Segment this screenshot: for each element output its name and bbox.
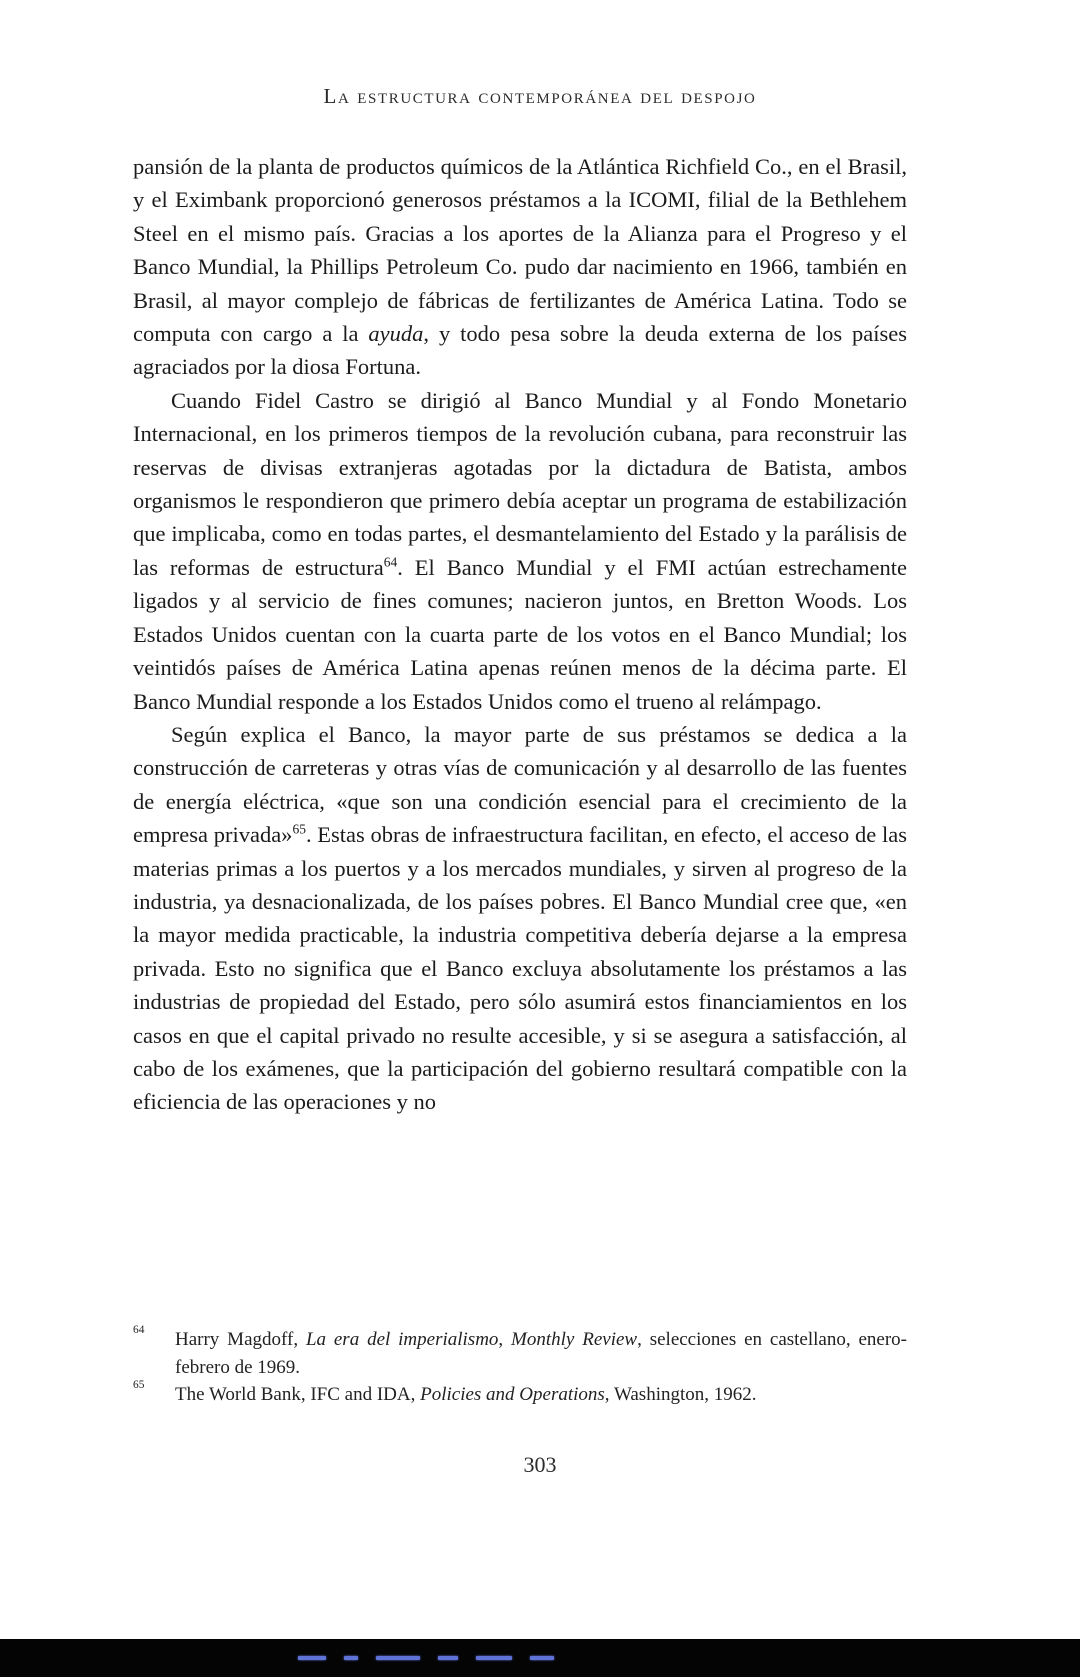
- footnote-text: The World Bank, IFC and IDA, Policies and Operations, Washington, 1962.: [175, 1384, 757, 1405]
- footnote: [133, 1381, 907, 1409]
- paragraph: Según explica el Banco, la mayor parte de sus préstamos se dedica a la construcción de carreteras y otras vías de comunicación y al desarrollo de las fuentes de energía eléctrica, «que son una condición esencial para el crecimiento de la empresa privada»$^{65}$. Estas obras de infraestructura facilitan, en efecto, el acceso de las materias primas a los puertos y a los mercados mundiales, y sirven al progreso de la industria, ya desnacionalizada, de los países pobres. El Banco Mundial cree que, «en la mayor medida practicable, la industria competitiva debería dejarse a la empresa privada. Esto no significa que el Banco excluya absolutamente los préstamos a las industrias de propiedad del Estado, pero sólo asumirá estos financiamientos en los casos en que el capital privado no resulte accesible, y si se asegura a satisfacción, al cabo de los exámenes, que la participación del gobierno resultará compatible con la eficiencia de las operaciones y no: [133, 721, 907, 1115]
- paragraph: Cuando Fidel Castro se dirigió al Banco Mundial y al Fondo Monetario Internacional, en los primeros tiempos de la revolución cubana, para reconstruir las reservas de divisas extranjeras agotadas por la dictadura de Batista, ambos organismos le respondieron que primero debía aceptar un programa de estabilización que implicaba, como en todas partes, el desmantelamiento del Estado y la parálisis de las reformas de estructura$^{64}$. El Banco Mundial y el FMI actúan estrechamente ligados y al servicio de fines comunes; nacieron juntos, en Bretton Woods. Los Estados Unidos cuentan con la cuarta parte de los votos en el Banco Mundial; los veintidós países de América Latina apenas reúnen menos de la décima parte. El Banco Mundial responde a los Estados Unidos como el trueno al relámpago.: [133, 387, 907, 714]
- footnote-text: Harry Magdoff, La era del imperialismo, Monthly Review, selecciones en castellano, enero-febrero de 1969.: [175, 1329, 907, 1378]
- footnote: [133, 1326, 907, 1381]
- scan-artifact-mark: [344, 1656, 358, 1660]
- page-number: 303: [523, 1452, 557, 1477]
- scan-artifact-mark: [438, 1656, 458, 1660]
- footnote-marker: 65: [133, 1379, 145, 1391]
- scan-artifact-mark: [476, 1656, 512, 1660]
- scan-artifact-mark: [376, 1656, 420, 1660]
- footnotes-block: [133, 1326, 907, 1409]
- running-header: La estructura contemporánea del despojo: [323, 84, 757, 108]
- bottom-scan-bar: [0, 1639, 1080, 1677]
- footnote-marker: 64: [133, 1324, 145, 1336]
- scan-artifact-mark: [298, 1656, 326, 1660]
- paragraph: pansión de la planta de productos químicos de la Atlántica Richfield Co., en el Brasil, y el Eximbank proporcionó generosos préstamos a la ICOMI, filial de la Bethlehem Steel en el mismo país. Gracias a los aportes de la Alianza para el Progreso y el Banco Mundial, la Phillips Petroleum Co. pudo dar nacimiento en 1966, también en Brasil, al mayor complejo de fábricas de fertilizantes de América Latina. Todo se computa con cargo a la ayuda, y todo pesa sobre la deuda externa de los países agraciados por la diosa Fortuna.: [133, 154, 907, 380]
- scan-artifact-mark: [530, 1656, 554, 1660]
- body-text-block: [133, 150, 907, 1119]
